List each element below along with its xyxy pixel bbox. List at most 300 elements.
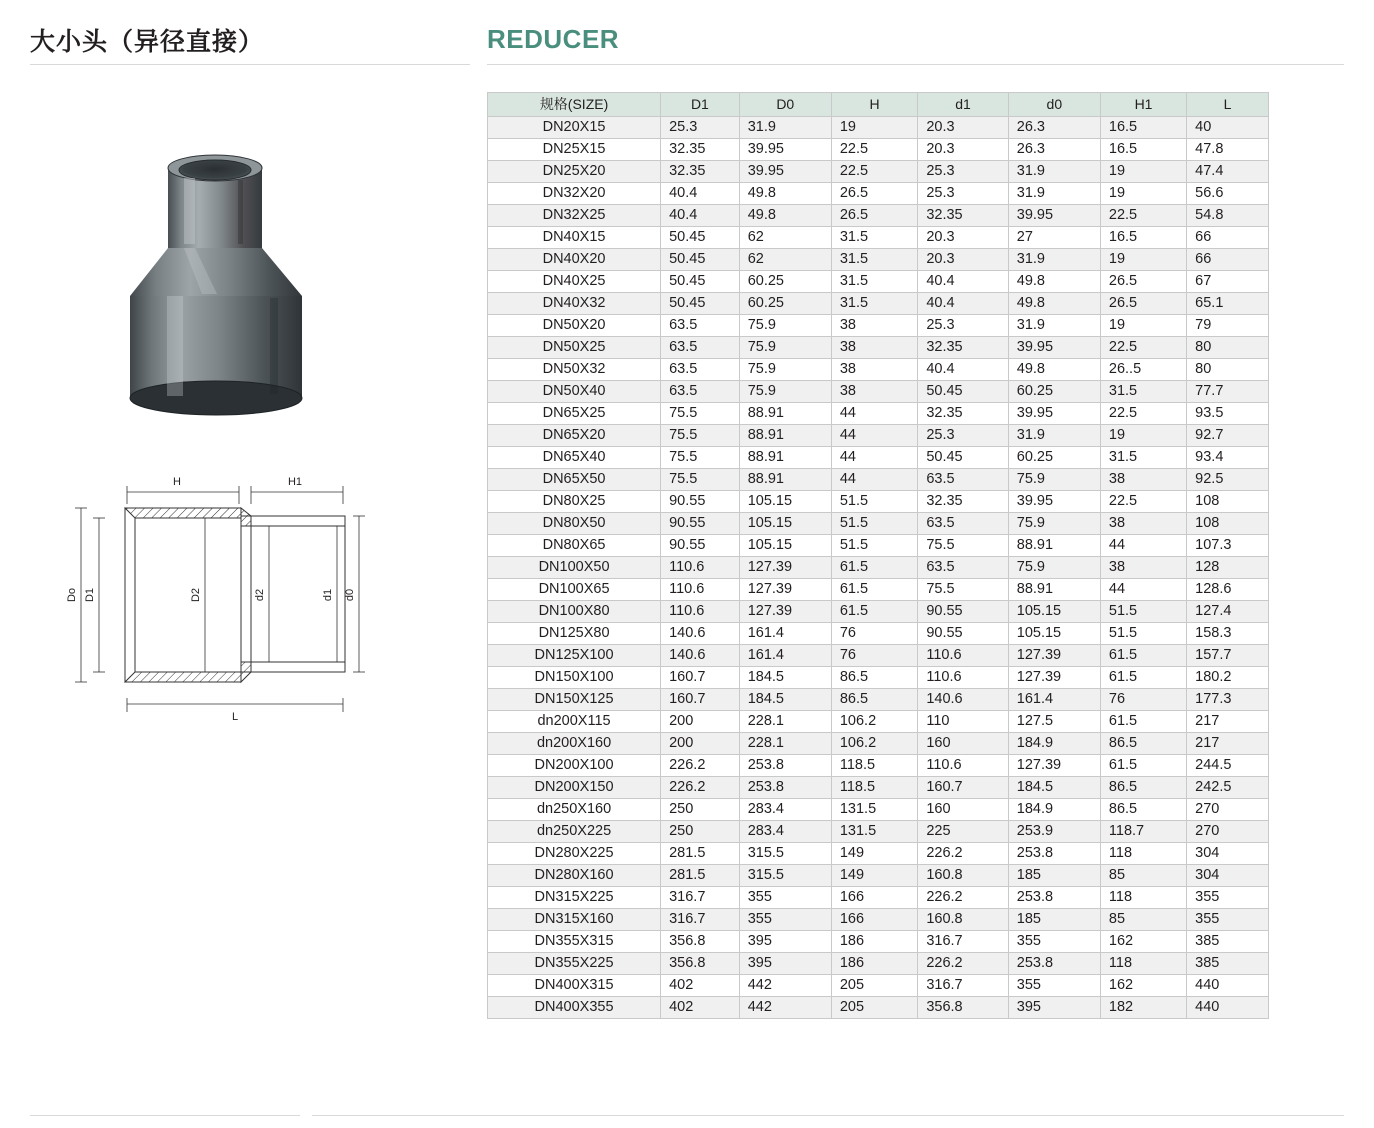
cell-value: 93.4	[1187, 447, 1269, 469]
cell-value: 75.5	[661, 425, 740, 447]
cell-value: 50.45	[661, 227, 740, 249]
footer-divider-left	[30, 1115, 300, 1116]
cell-value: 160	[918, 799, 1008, 821]
table-row	[488, 909, 1269, 931]
cell-size: DN40X25	[488, 271, 661, 293]
cell-value: 385	[1187, 953, 1269, 975]
cell-value: 127.5	[1008, 711, 1100, 733]
cell-size: DN100X65	[488, 579, 661, 601]
column-header-h: H	[831, 93, 917, 117]
cell-size: DN100X80	[488, 601, 661, 623]
cell-value: 44	[831, 469, 917, 491]
cell-value: 88.91	[739, 425, 831, 447]
cell-value: 19	[1100, 315, 1186, 337]
cell-value: 63.5	[661, 381, 740, 403]
cell-value: 88.91	[739, 403, 831, 425]
page-title-cn: 大小头（异径直接）	[30, 28, 265, 56]
cell-value: 250	[661, 799, 740, 821]
cell-value: 49.8	[739, 183, 831, 205]
cell-value: 217	[1187, 711, 1269, 733]
table-row	[488, 403, 1269, 425]
cell-value: 110.6	[661, 601, 740, 623]
cell-value: 38	[831, 381, 917, 403]
cell-size: DN32X25	[488, 205, 661, 227]
cell-value: 440	[1187, 975, 1269, 997]
cell-value: 38	[1100, 469, 1186, 491]
cell-value: 60.25	[739, 293, 831, 315]
cell-value: 88.91	[1008, 579, 1100, 601]
cell-value: 38	[1100, 557, 1186, 579]
cell-size: DN125X80	[488, 623, 661, 645]
cell-value: 32.35	[661, 161, 740, 183]
cell-value: 26.5	[831, 205, 917, 227]
table-row	[488, 601, 1269, 623]
dim-label-d0: d0	[344, 588, 356, 602]
cell-value: 270	[1187, 821, 1269, 843]
table-row	[488, 843, 1269, 865]
cell-value: 226.2	[661, 755, 740, 777]
cell-value: 177.3	[1187, 689, 1269, 711]
cell-value: 442	[739, 975, 831, 997]
cell-value: 160.7	[661, 689, 740, 711]
cell-value: 355	[1008, 931, 1100, 953]
cell-value: 166	[831, 909, 917, 931]
cell-value: 250	[661, 821, 740, 843]
cell-value: 20.3	[918, 249, 1008, 271]
table-row	[488, 183, 1269, 205]
cell-value: 61.5	[831, 557, 917, 579]
table-row	[488, 249, 1269, 271]
cell-value: 54.8	[1187, 205, 1269, 227]
cell-value: 60.25	[1008, 447, 1100, 469]
cell-value: 355	[739, 887, 831, 909]
cell-size: DN280X225	[488, 843, 661, 865]
cell-value: 442	[739, 997, 831, 1019]
cell-value: 185	[1008, 909, 1100, 931]
cell-value: 200	[661, 711, 740, 733]
cell-value: 40.4	[918, 359, 1008, 381]
cell-value: 32.35	[918, 337, 1008, 359]
cell-value: 140.6	[918, 689, 1008, 711]
table-header-row	[488, 93, 1269, 117]
cell-value: 92.7	[1187, 425, 1269, 447]
cell-value: 281.5	[661, 865, 740, 887]
cell-value: 283.4	[739, 799, 831, 821]
cell-size: DN400X315	[488, 975, 661, 997]
cell-value: 79	[1187, 315, 1269, 337]
table-row	[488, 755, 1269, 777]
cell-size: DN80X25	[488, 491, 661, 513]
cell-value: 162	[1100, 975, 1186, 997]
cell-value: 20.3	[918, 227, 1008, 249]
cell-value: 16.5	[1100, 227, 1186, 249]
table-row	[488, 733, 1269, 755]
cell-value: 86.5	[1100, 733, 1186, 755]
cell-value: 50.45	[661, 249, 740, 271]
cell-value: 32.35	[661, 139, 740, 161]
column-header-d0-minor: d0	[1008, 93, 1100, 117]
table-row	[488, 535, 1269, 557]
cell-value: 61.5	[1100, 645, 1186, 667]
cell-value: 226.2	[918, 953, 1008, 975]
cell-value: 316.7	[661, 909, 740, 931]
cell-size: DN315X160	[488, 909, 661, 931]
cell-value: 31.9	[1008, 425, 1100, 447]
cell-value: 31.9	[1008, 315, 1100, 337]
cell-value: 26.5	[1100, 271, 1186, 293]
cell-value: 158.3	[1187, 623, 1269, 645]
cell-value: 19	[1100, 425, 1186, 447]
cell-value: 66	[1187, 227, 1269, 249]
cell-size: dn250X160	[488, 799, 661, 821]
cell-value: 110	[918, 711, 1008, 733]
cell-value: 270	[1187, 799, 1269, 821]
cell-value: 105.15	[739, 513, 831, 535]
table-row	[488, 623, 1269, 645]
table-row	[488, 931, 1269, 953]
spec-table-container	[487, 92, 1269, 1019]
cell-value: 40.4	[918, 271, 1008, 293]
cell-value: 49.8	[739, 205, 831, 227]
cell-value: 316.7	[918, 931, 1008, 953]
column-header-d0-major: D0	[739, 93, 831, 117]
cell-value: 225	[918, 821, 1008, 843]
cell-value: 75.9	[739, 315, 831, 337]
cell-value: 283.4	[739, 821, 831, 843]
cell-value: 93.5	[1187, 403, 1269, 425]
cell-value: 38	[831, 315, 917, 337]
table-row	[488, 579, 1269, 601]
cell-value: 107.3	[1187, 535, 1269, 557]
cell-value: 39.95	[1008, 205, 1100, 227]
dim-label-L: L	[231, 711, 239, 723]
cell-value: 184.9	[1008, 733, 1100, 755]
cell-value: 86.5	[831, 667, 917, 689]
cell-value: 31.9	[1008, 161, 1100, 183]
cell-value: 85	[1100, 909, 1186, 931]
table-row	[488, 293, 1269, 315]
cell-size: DN200X100	[488, 755, 661, 777]
cell-value: 31.5	[831, 227, 917, 249]
cell-value: 253.9	[1008, 821, 1100, 843]
cell-value: 92.5	[1187, 469, 1269, 491]
cell-size: DN32X20	[488, 183, 661, 205]
cell-value: 38	[831, 359, 917, 381]
cell-value: 44	[1100, 579, 1186, 601]
cell-value: 60.25	[739, 271, 831, 293]
table-row	[488, 953, 1269, 975]
cell-value: 62	[739, 227, 831, 249]
cell-value: 149	[831, 843, 917, 865]
cell-value: 244.5	[1187, 755, 1269, 777]
cell-size: dn250X225	[488, 821, 661, 843]
cell-value: 228.1	[739, 711, 831, 733]
cell-value: 16.5	[1100, 117, 1186, 139]
cell-value: 395	[739, 953, 831, 975]
table-row	[488, 821, 1269, 843]
cell-value: 80	[1187, 359, 1269, 381]
table-row	[488, 227, 1269, 249]
cell-value: 149	[831, 865, 917, 887]
cell-size: DN65X20	[488, 425, 661, 447]
cell-value: 65.1	[1187, 293, 1269, 315]
cell-value: 200	[661, 733, 740, 755]
cell-size: DN20X15	[488, 117, 661, 139]
cell-value: 51.5	[831, 513, 917, 535]
cell-value: 90.55	[661, 535, 740, 557]
table-row	[488, 337, 1269, 359]
cell-value: 105.15	[739, 535, 831, 557]
cell-value: 16.5	[1100, 139, 1186, 161]
cell-value: 27	[1008, 227, 1100, 249]
cell-value: 131.5	[831, 799, 917, 821]
cell-value: 51.5	[1100, 623, 1186, 645]
cell-value: 105.15	[739, 491, 831, 513]
cell-value: 184.5	[739, 689, 831, 711]
cell-value: 77.7	[1187, 381, 1269, 403]
table-row	[488, 557, 1269, 579]
cell-value: 39.95	[1008, 337, 1100, 359]
cell-value: 127.39	[739, 601, 831, 623]
dim-label-Do: Do	[66, 587, 78, 603]
cell-value: 32.35	[918, 491, 1008, 513]
cell-value: 67	[1187, 271, 1269, 293]
cell-value: 217	[1187, 733, 1269, 755]
cell-value: 184.5	[739, 667, 831, 689]
cell-value: 61.5	[1100, 711, 1186, 733]
cell-value: 62	[739, 249, 831, 271]
cell-value: 356.8	[661, 953, 740, 975]
cell-value: 118.5	[831, 777, 917, 799]
cell-value: 50.45	[661, 271, 740, 293]
cell-value: 20.3	[918, 139, 1008, 161]
cell-value: 110.6	[918, 667, 1008, 689]
cell-value: 160.8	[918, 865, 1008, 887]
cell-value: 118	[1100, 953, 1186, 975]
cell-size: dn200X115	[488, 711, 661, 733]
cell-value: 80	[1187, 337, 1269, 359]
cell-value: 40	[1187, 117, 1269, 139]
cell-value: 31.5	[1100, 381, 1186, 403]
cell-value: 31.9	[739, 117, 831, 139]
cell-value: 26.5	[1100, 293, 1186, 315]
cell-value: 31.9	[1008, 249, 1100, 271]
column-header-l: L	[1187, 93, 1269, 117]
cell-size: DN355X225	[488, 953, 661, 975]
page-title-en: REDUCER	[487, 24, 620, 54]
cell-value: 88.91	[1008, 535, 1100, 557]
cell-value: 40.4	[661, 205, 740, 227]
header-divider-right	[487, 64, 1344, 65]
cell-value: 304	[1187, 843, 1269, 865]
cell-size: DN65X40	[488, 447, 661, 469]
cell-value: 395	[1008, 997, 1100, 1019]
cell-value: 118.7	[1100, 821, 1186, 843]
cell-value: 356.8	[661, 931, 740, 953]
cell-size: DN65X25	[488, 403, 661, 425]
cell-value: 20.3	[918, 117, 1008, 139]
cell-value: 39.95	[1008, 403, 1100, 425]
cell-value: 61.5	[1100, 755, 1186, 777]
cell-value: 75.9	[1008, 469, 1100, 491]
cell-value: 22.5	[1100, 205, 1186, 227]
cell-value: 26.3	[1008, 139, 1100, 161]
cell-value: 56.6	[1187, 183, 1269, 205]
cell-value: 180.2	[1187, 667, 1269, 689]
cell-value: 32.35	[918, 205, 1008, 227]
cell-value: 25.3	[661, 117, 740, 139]
cell-value: 25.3	[918, 425, 1008, 447]
cell-value: 110.6	[918, 645, 1008, 667]
cell-value: 39.95	[739, 161, 831, 183]
cell-value: 88.91	[739, 469, 831, 491]
dim-label-D1: D1	[84, 587, 96, 603]
table-row	[488, 513, 1269, 535]
cell-size: DN100X50	[488, 557, 661, 579]
cell-value: 140.6	[661, 623, 740, 645]
cell-size: DN355X315	[488, 931, 661, 953]
cell-value: 75.9	[739, 359, 831, 381]
cell-size: DN150X100	[488, 667, 661, 689]
cell-value: 253.8	[1008, 843, 1100, 865]
table-row	[488, 469, 1269, 491]
table-row	[488, 997, 1269, 1019]
cell-value: 26..5	[1100, 359, 1186, 381]
cell-value: 75.9	[1008, 513, 1100, 535]
cell-value: 118	[1100, 843, 1186, 865]
cell-value: 127.39	[1008, 755, 1100, 777]
cell-value: 66	[1187, 249, 1269, 271]
cell-value: 226.2	[918, 887, 1008, 909]
table-row	[488, 271, 1269, 293]
table-row	[488, 359, 1269, 381]
column-header-h1: H1	[1100, 93, 1186, 117]
cell-value: 315.5	[739, 843, 831, 865]
cell-value: 76	[1100, 689, 1186, 711]
cell-value: 63.5	[918, 513, 1008, 535]
cell-value: 90.55	[661, 513, 740, 535]
cell-size: DN25X15	[488, 139, 661, 161]
cell-value: 88.91	[739, 447, 831, 469]
cell-value: 110.6	[918, 755, 1008, 777]
cell-value: 22.5	[1100, 403, 1186, 425]
cell-size: DN50X20	[488, 315, 661, 337]
cell-value: 304	[1187, 865, 1269, 887]
cell-value: 226.2	[661, 777, 740, 799]
cell-value: 22.5	[1100, 337, 1186, 359]
header-divider-left	[30, 64, 470, 65]
table-row	[488, 689, 1269, 711]
cell-value: 90.55	[661, 491, 740, 513]
cell-value: 40.4	[918, 293, 1008, 315]
cell-value: 31.5	[831, 271, 917, 293]
cell-value: 50.45	[918, 447, 1008, 469]
reducer-section-drawing	[55, 470, 445, 730]
cell-value: 127.39	[1008, 667, 1100, 689]
cell-value: 19	[831, 117, 917, 139]
table-row	[488, 205, 1269, 227]
cell-value: 253.8	[1008, 953, 1100, 975]
cell-value: 39.95	[1008, 491, 1100, 513]
cell-value: 205	[831, 975, 917, 997]
cell-value: 86.5	[1100, 799, 1186, 821]
dim-label-d2: d2	[254, 588, 266, 602]
cell-value: 140.6	[661, 645, 740, 667]
cell-value: 50.45	[918, 381, 1008, 403]
cell-value: 44	[831, 447, 917, 469]
cell-value: 19	[1100, 161, 1186, 183]
cell-value: 440	[1187, 997, 1269, 1019]
cell-size: DN280X160	[488, 865, 661, 887]
cell-value: 161.4	[739, 623, 831, 645]
cell-value: 86.5	[831, 689, 917, 711]
cell-value: 26.3	[1008, 117, 1100, 139]
cell-value: 131.5	[831, 821, 917, 843]
cell-value: 61.5	[1100, 667, 1186, 689]
cell-value: 85	[1100, 865, 1186, 887]
cell-value: 160.7	[661, 667, 740, 689]
table-row	[488, 447, 1269, 469]
cell-value: 110.6	[661, 579, 740, 601]
cell-value: 127.4	[1187, 601, 1269, 623]
cell-value: 22.5	[831, 161, 917, 183]
cell-value: 186	[831, 931, 917, 953]
cell-value: 228.1	[739, 733, 831, 755]
cell-size: DN65X50	[488, 469, 661, 491]
cell-size: DN150X125	[488, 689, 661, 711]
cell-value: 105.15	[1008, 601, 1100, 623]
cell-value: 127.39	[1008, 645, 1100, 667]
cell-size: DN200X150	[488, 777, 661, 799]
table-row	[488, 161, 1269, 183]
dim-label-H: H	[173, 476, 181, 488]
cell-value: 44	[1100, 535, 1186, 557]
cell-value: 75.5	[918, 535, 1008, 557]
cell-value: 106.2	[831, 711, 917, 733]
cell-value: 118	[1100, 887, 1186, 909]
cell-value: 184.5	[1008, 777, 1100, 799]
cell-value: 50.45	[661, 293, 740, 315]
cell-value: 75.5	[918, 579, 1008, 601]
table-row	[488, 139, 1269, 161]
cell-value: 395	[739, 931, 831, 953]
page-header	[0, 0, 1374, 66]
cell-value: 61.5	[831, 579, 917, 601]
table-row	[488, 491, 1269, 513]
cell-value: 106.2	[831, 733, 917, 755]
cell-value: 385	[1187, 931, 1269, 953]
cell-value: 253.8	[739, 777, 831, 799]
cell-value: 253.8	[1008, 887, 1100, 909]
column-header-d1-major: D1	[661, 93, 740, 117]
cell-value: 157.7	[1187, 645, 1269, 667]
cell-size: DN315X225	[488, 887, 661, 909]
cell-value: 75.9	[739, 337, 831, 359]
cell-value: 108	[1187, 491, 1269, 513]
cell-value: 51.5	[1100, 601, 1186, 623]
cell-value: 75.9	[1008, 557, 1100, 579]
cell-value: 63.5	[918, 469, 1008, 491]
cell-value: 355	[1187, 909, 1269, 931]
cell-value: 161.4	[1008, 689, 1100, 711]
cell-size: dn200X160	[488, 733, 661, 755]
cell-size: DN50X32	[488, 359, 661, 381]
table-row	[488, 645, 1269, 667]
table-body	[488, 117, 1269, 1019]
cell-value: 51.5	[831, 491, 917, 513]
cell-value: 31.9	[1008, 183, 1100, 205]
cell-value: 402	[661, 997, 740, 1019]
